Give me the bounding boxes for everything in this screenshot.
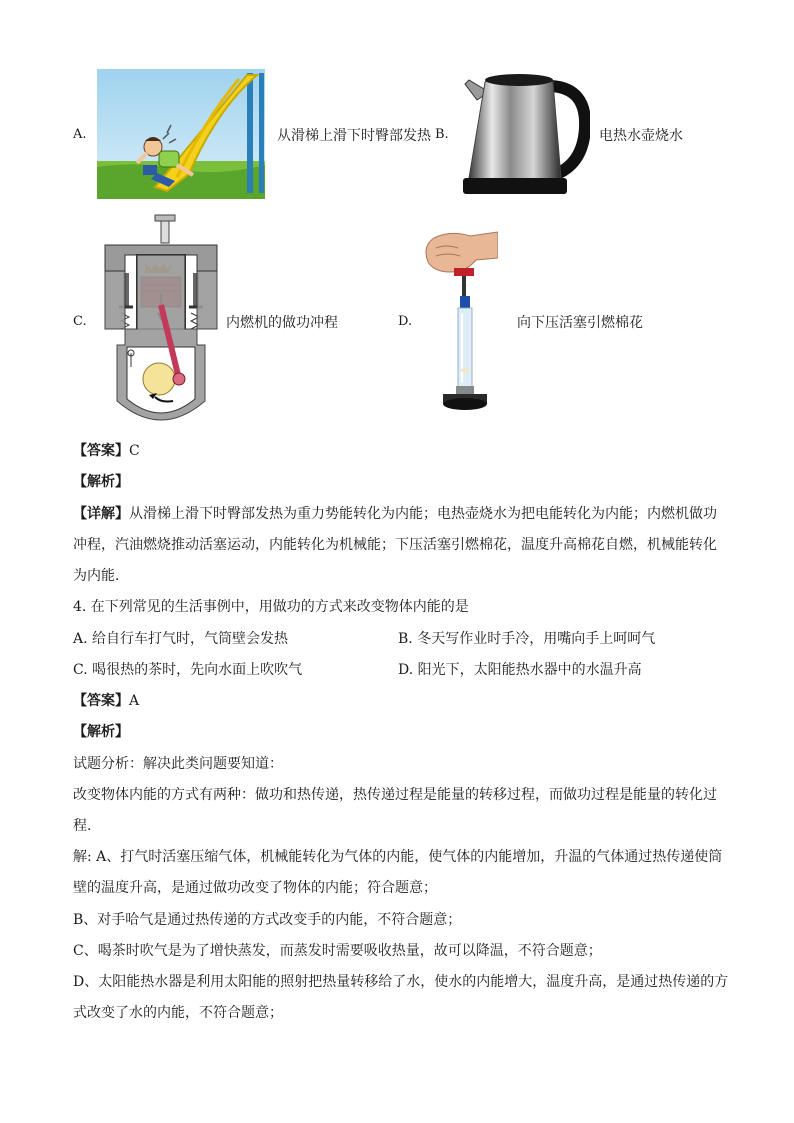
- analysis-line-8: D、太阳能热水器是利用太阳能的照射把热量转移给了水，使水的内能增大，温度升高，是通过热传递的方: [73, 974, 729, 990]
- analysis-line-7: C、喝茶时吹气是为了增快蒸发，而蒸发时需要吸收热量，故可以降温，不符合题意；: [73, 943, 602, 959]
- answer-label: 【答案】: [73, 443, 129, 459]
- option-b-caption: 电热水壶烧水: [599, 128, 683, 144]
- piston-cotton-image: [420, 228, 498, 414]
- question-4-option-c: C. 喝很热的茶时，先向水面上吹吹气: [73, 662, 303, 678]
- engine-diagram: [97, 213, 225, 431]
- analysis-line-1: 试题分析：解决此类问题要知道：: [73, 756, 283, 772]
- analysis-1-label: 【解析】: [73, 474, 129, 490]
- answer-2: 【答案】A: [73, 693, 140, 709]
- answer-1: [73, 442, 140, 460]
- option-d-letter: D.: [398, 314, 413, 329]
- analysis-line-4: 解: A、打气时活塞压缩气体，机械能转化为气体的内能，使气体的内能增加，升温的气体通过热传递使筒: [73, 849, 723, 865]
- answer-value: C: [129, 443, 140, 459]
- question-4-option-a: A. 给自行车打气时，气筒壁会发热: [73, 631, 289, 647]
- question-4-option-d: D. 阳光下，太阳能热水器中的水温升高: [398, 662, 642, 678]
- analysis-2-label: 【解析】: [73, 724, 129, 740]
- option-a-caption: 从滑梯上滑下时臀部发热: [277, 128, 431, 144]
- option-c-caption: 内燃机的做功冲程: [226, 315, 338, 331]
- analysis-line-5: 壁的温度升高，是通过做功改变了物体的内能；符合题意；: [73, 880, 437, 896]
- detail-line-2: 冲程，汽油燃烧推动活塞运动，内能转化为机械能；下压活塞引燃棉花，温度升高棉花自燃，机械能转化: [73, 537, 717, 553]
- analysis-line-6: B、对手哈气是通过热传递的方式改变手的内能，不符合题意；: [73, 912, 462, 928]
- analysis-line-9: 式改变了水的内能，不符合题意；: [73, 1005, 283, 1021]
- detail-label: 【详解】: [73, 506, 129, 522]
- detail-line-3: 为内能.: [73, 568, 120, 584]
- detail-line-1: 【详解】从滑梯上滑下时臀部发热为重力势能转化为内能；电热壶烧水为把电能转化为内能；内燃机做功: [73, 506, 717, 522]
- question-4-stem: 4. 在下列常见的生活事例中，用做功的方式来改变物体内能的是: [73, 599, 469, 615]
- kettle-image: [455, 66, 590, 201]
- analysis-line-3: 程.: [73, 818, 92, 834]
- option-b-letter: B.: [435, 127, 449, 142]
- option-a-letter: A.: [73, 127, 87, 142]
- question-4-option-b: B. 冬天写作业时手冷，用嘴向手上呵呵气: [398, 631, 656, 647]
- slide-image: [97, 69, 265, 199]
- option-c-letter: C.: [73, 314, 87, 329]
- analysis-line-2: 改变物体内能的方式有两种：做功和热传递，热传递过程是能量的转移过程，而做功过程是能量的转化过: [73, 787, 717, 803]
- option-d-caption: 向下压活塞引燃棉花: [517, 315, 643, 331]
